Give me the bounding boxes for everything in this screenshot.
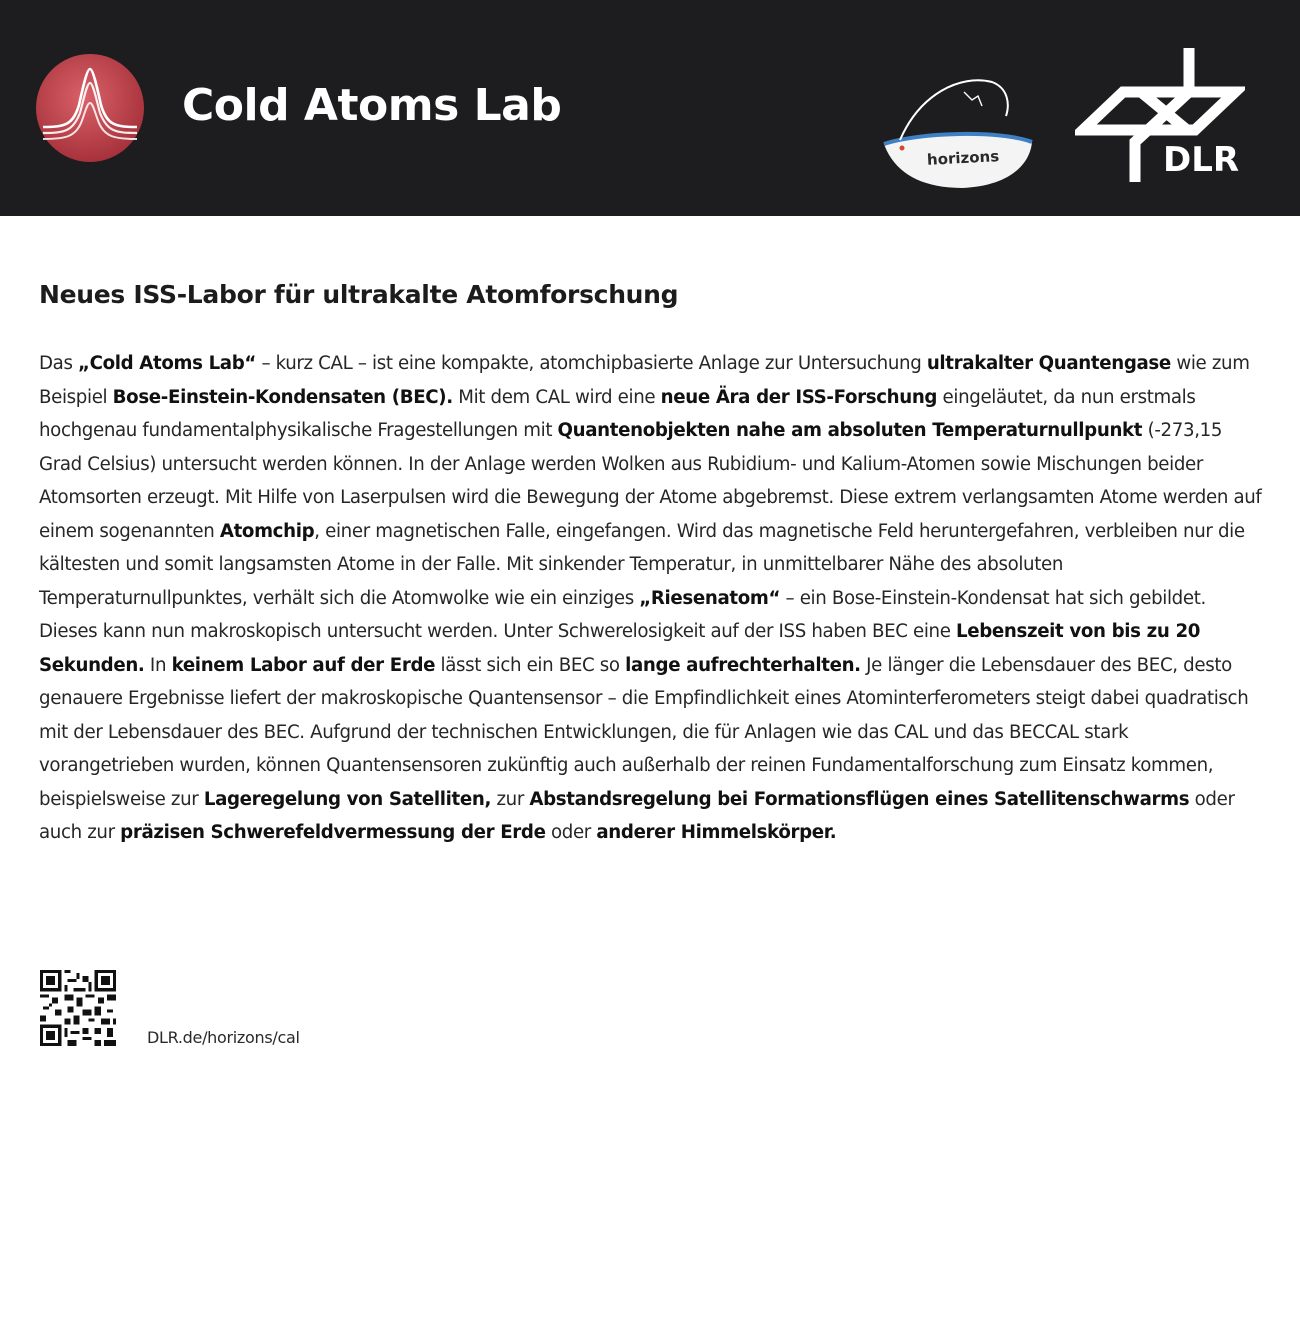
header-banner bbox=[0, 0, 1300, 216]
horizons-cal-link[interactable]: DLR.de/horizons/cal bbox=[147, 1028, 300, 1047]
horizons-mission-logo bbox=[880, 64, 1040, 194]
dlr-logo-text: DLR bbox=[1163, 140, 1240, 180]
text-run: Je länger die Lebensdauer des BEC, desto genauere Ergebnisse liefert der makroskopische Quantensensor – die Empfindlichkeit eines Atominterferometers steigt dabei quadratisch mit der Lebensdauer des BEC. Aufgrund der technischen Entwicklungen, die für Anlagen wie das CAL und das BECCAL stark vorangetrieben wurden, können Quantensensoren zukünftig auch außerhalb der reinen Fundamentalforschung zum Einsatz kommen, beispielsweise zur bbox=[39, 654, 1249, 810]
qr-code-icon bbox=[40, 970, 116, 1046]
text-run: Mit dem CAL wird eine bbox=[452, 386, 661, 408]
text-run: wie zum Beispiel bbox=[39, 353, 1250, 408]
text-run: zur bbox=[491, 788, 530, 810]
bold-text-run: Lageregelung von Satelliten, bbox=[203, 788, 492, 810]
bold-text-run: ultrakalter Quantengase bbox=[926, 353, 1171, 374]
bold-text-run: keinem Labor auf der Erde bbox=[171, 654, 436, 676]
article-heading: Neues ISS-Labor für ultrakalte Atomforschung bbox=[39, 280, 679, 309]
bold-text-run: Bose-Einstein-Kondensaten (BEC). bbox=[112, 386, 453, 408]
text-run: – ein Bose-Einstein-Kondensat hat sich gebildet. Dieses kann nun makroskopisch untersucht werden. Unter Schwerelosigkeit auf der ISS haben BEC eine bbox=[39, 587, 1206, 642]
text-run: eingeläutet, da nun erstmals hochgenau fundamentalphysikalische Fragestellungen mit bbox=[39, 386, 1196, 441]
bold-text-run: Lebenszeit von bis zu 20 Sekunden. bbox=[39, 621, 1201, 676]
bold-text-run: „Riesenatom“ bbox=[639, 587, 781, 609]
text-run: lässt sich ein BEC so bbox=[435, 654, 626, 676]
bold-text-run: neue Ära der ISS-Forschung bbox=[660, 386, 938, 408]
bold-text-run: Atomchip bbox=[219, 520, 315, 542]
bold-text-run: lange aufrechterhalten. bbox=[625, 654, 861, 676]
bold-text-run: Quantenobjekten nahe am absoluten Temperaturnullpunkt bbox=[557, 420, 1143, 441]
horizons-logo-text: horizons bbox=[926, 147, 1000, 169]
bold-text-run: anderer Himmelskörper. bbox=[596, 822, 837, 843]
text-run: (-273,15 Grad Celsius) untersucht werden können. In der Anlage werden Wolken aus Rubidium- und Kalium-Atomen sowie Mischungen beider Atomsorten erzeugt. Mit Hilfe von Laserpulsen wird die Bewegung der Atome abgebremst. Diese extrem verlangsamten Atome werden auf einem sogenannten bbox=[39, 420, 1262, 542]
text-run: In bbox=[144, 654, 172, 676]
text-run: – kurz CAL – ist eine kompakte, atomchipbasierte Anlage zur Untersuchung bbox=[256, 353, 927, 374]
article bbox=[39, 280, 1265, 850]
page-title: Cold Atoms Lab bbox=[182, 80, 562, 131]
cold-atoms-lab-logo bbox=[35, 53, 145, 163]
text-run: , einer magnetischen Falle, eingefangen. Wird das magnetische Feld heruntergefahren, verbleiben nur die kältesten und somit langsamsten Atome in der Falle. Mit sinkender Temperatur, in unmittelbarer Nähe des absoluten Temperaturnullpunktes, verhält sich die Atomwolke wie ein einziges bbox=[39, 520, 1245, 609]
text-run: oder bbox=[545, 822, 597, 843]
text-run: oder auch zur bbox=[39, 788, 1235, 843]
article-body bbox=[39, 347, 1265, 850]
bold-text-run: präzisen Schwerefeldvermessung der Erde bbox=[120, 822, 546, 843]
bold-text-run: „Cold Atoms Lab“ bbox=[78, 353, 257, 374]
bold-text-run: Abstandsregelung bei Formationsflügen eines Satellitenschwarms bbox=[529, 788, 1190, 810]
text-run: Das bbox=[39, 353, 79, 374]
